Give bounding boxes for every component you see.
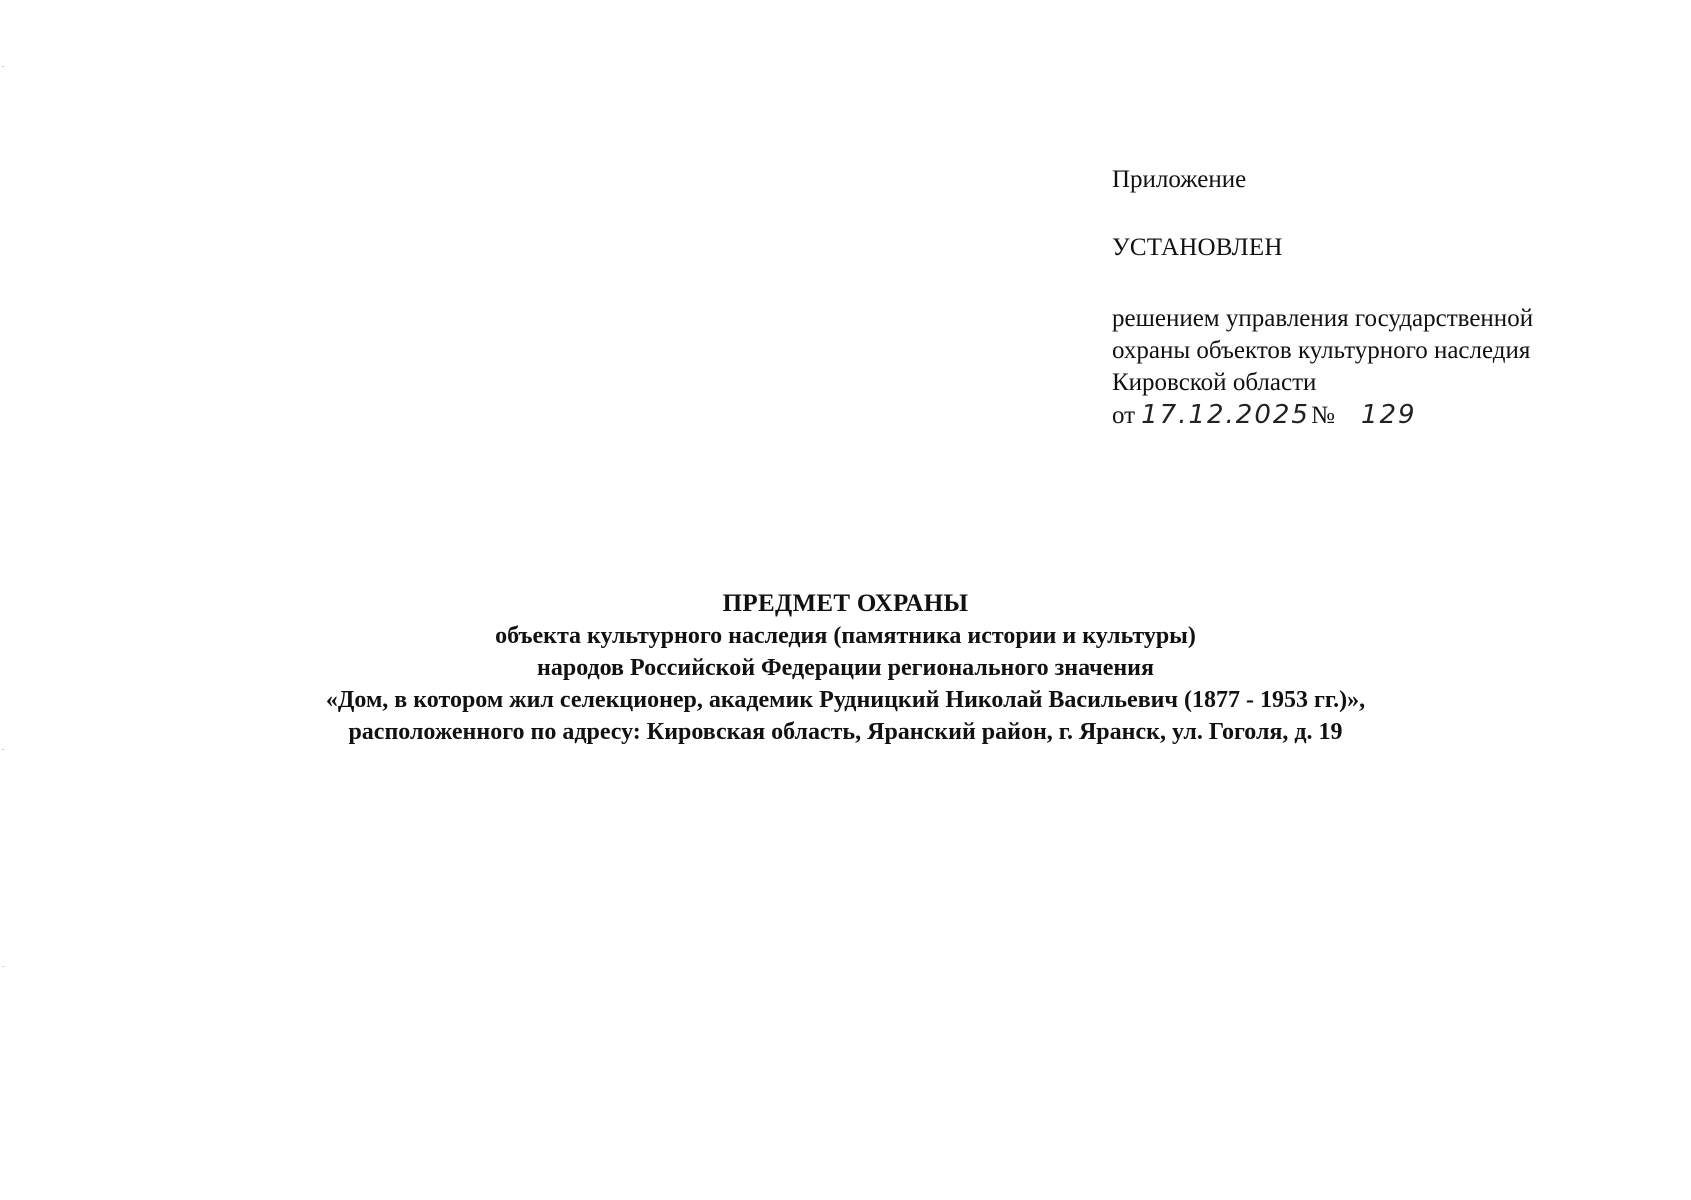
handwritten-number: 129 [1360,400,1417,430]
document-heading: ПРЕДМЕТ ОХРАНЫ [722,590,969,617]
decision-line: решением управления государственной [1112,305,1534,332]
title-line: народов Российской Федерации регионального значения [537,655,1154,681]
title-line: «Дом, в котором жил селекционер, академик Рудницкий Николай Васильевич (1877 - 1953 гг.)», [325,687,1366,713]
decision-text [1112,303,1672,399]
title-line: объекта культурного наследия (памятника истории и культуры) [495,623,1196,649]
number-sign: № [1311,402,1335,429]
decision-line: охраны объектов культурного наследия [1112,337,1531,364]
annex-label: Приложение [1112,166,1247,193]
title-line: расположенного по адресу: Кировская область, Яранский район, г. Яранск, ул. Гоголя, д. 19 [348,719,1343,745]
scan-artifact-mark [2,966,4,967]
decision-line: Кировской области [1112,369,1317,396]
established-label: УСТАНОВЛЕН [1112,234,1283,261]
document-title-block [0,588,1691,748]
date-number-line [1112,399,1417,432]
scan-artifact-mark [2,66,4,67]
date-prefix: от [1112,402,1136,429]
scan-artifact-mark [2,749,4,750]
handwritten-date: 17.12.2025 [1141,400,1310,430]
